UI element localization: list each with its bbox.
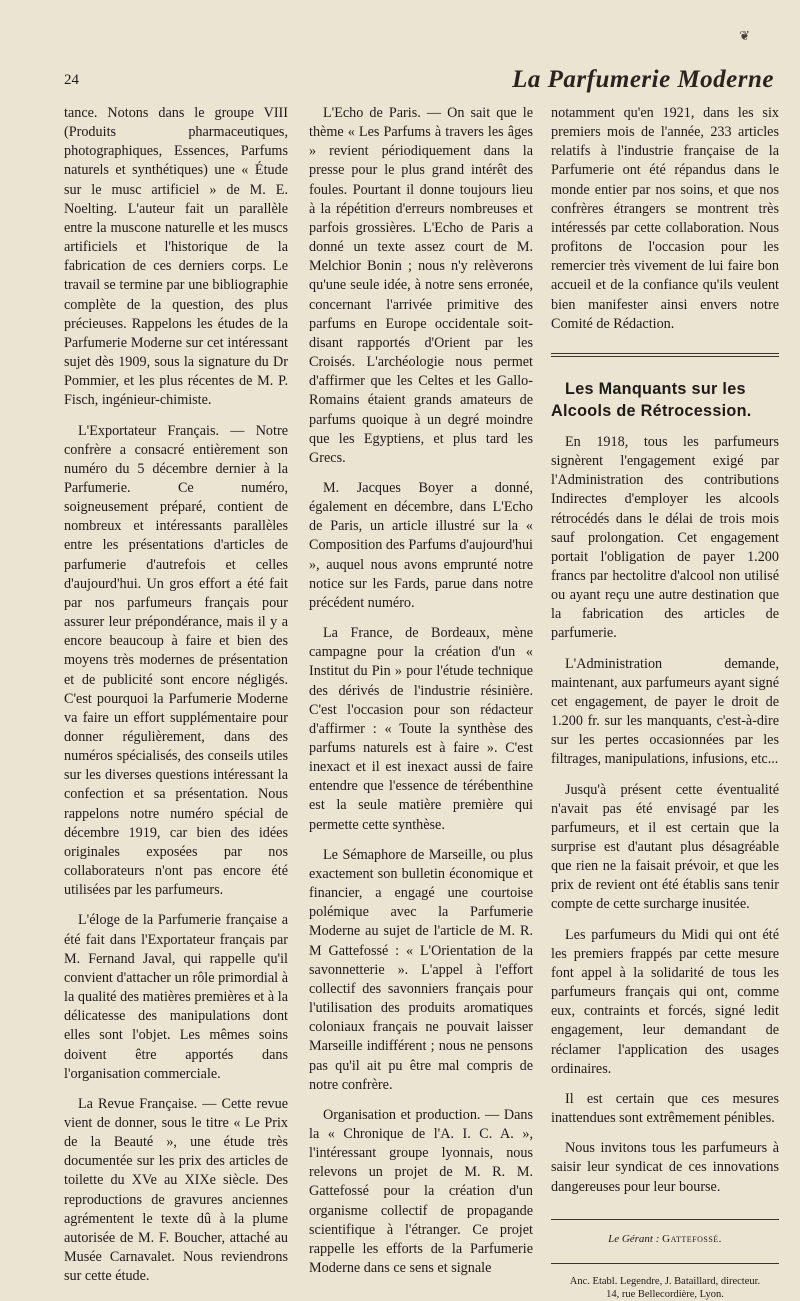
section-heading: Les Manquants sur les Alcools de Rétrocession. [551,379,752,420]
paragraph: L'éloge de la Parfumerie française a été fait dans l'Exportateur français par M. Fernand Javal, qui rappelle qu'il convient d'attacher un rôle primordial à la qualité des matières premières et à la délicatesse des manipulations dont elles sont l'objet. Les mêmes soins doivent être apportés dans l'organisation commerciale. [64,912,288,1082]
paragraph: M. Jacques Boyer a donné, également en décembre, dans L'Echo de Paris, un article illustré sur la « Composition des Parfums d'aujourd'hui », auquel nous avons emprunté notre notice sur les Fards, parue dans notre précédent numéro. [309,479,533,611]
gerant-signature [551,1219,779,1249]
printer-line: Anc. Etabl. Legendre, J. Bataillard, directeur. [569,1275,761,1287]
section-divider [551,353,779,357]
paragraph: Nous invitons tous les parfumeurs à saisir leur syndicat de ces innovations dangereuses pour leur bourse. [551,1140,779,1195]
column-3 [551,104,779,1301]
gerant-name: Gattefossé. [662,1232,722,1245]
paragraph: La France, de Bordeaux, mène campagne pour la création d'un « Institut du Pin » pour l'étude technique des dérivés de l'industrie résinière. C'est l'occasion pour son rédacteur d'affirmer : « Toute la synthèse des parfums naturels est à faire ». C'est inexact et il est inexact aussi de faire entendre que l'essence de térébenthine est la seule matière première qui permette cette synthèse. [309,625,533,833]
paragraph: L'Echo de Paris. — On sait que le thème « Les Parfums à travers les âges » revient périodiquement dans la presse pour le plus grand intérêt des foules. Pourtant il donne toujours lieu à la répétition d'erreurs nombreuses et parfois grossières. L'Echo de Paris a donné un texte assez court de M. Melchior Bonin ; nous n'y relèverons qu'une seule idée, à notre sens erronée, concernant l'arrivée primitive des parfums en Europe occidentale soit-disant rapportés d'Orient par les Croisés. L'archéologie nous permet d'affirmer que les Celtes et les Gallo-Romains étaient grands amateurs de parfums quoique à un degré moindre que les Egyptiens, et plus tard les Grecs. [309,105,533,466]
paragraph: L'Exportateur Français. — Notre confrère a consacré entièrement son numéro du 5 décembre dernier à la Parfumerie. Ce numéro, soigneusement préparé, contient de nombreux et intéressants parallèles entre les présentations d'articles de parfumerie d'autrefois et celles d'aujourd'hui. Un gros effort a été fait par nos parfumeurs français pour assurer leur prépondérance, mais il y a encore beaucoup à faire et bien des moyens très modernes de présentation et de publicité sont encore négligés. C'est pourquoi la Parfumerie Moderne va faire un effort supplémentaire pour donner régulièrement, dans des numéros spécialisés, des conseils utiles sur les diverses questions intéressant la confection et sa présentation. Nous rappelons notre numéro spécial de décembre 1919, car bien des idées originales exposées par nos collaborateurs n'ont pas encore été utilisées par les parfumeurs. [64,422,288,899]
gerant-label: Le Gérant : [608,1232,660,1245]
paragraph: La Revue Française. — Cette revue vient de donner, sous le titre « Le Prix de la Beauté », une étude très documentée sur les prix des articles de toilette du XVe au XIXe siècle. Des reproductions de gravures anciennes agrémentent le texte dû à la plume autorisée de M. F. Boucher, attaché au Musée Carnavalet. Nous reviendrons sur cette étude. [64,1095,288,1285]
page-number: 24 [64,72,79,88]
paragraph: Il est certain que ces mesures inattendues sont extrêmement pénibles. [551,1090,779,1127]
column-1 [64,104,288,1286]
paragraph: Les parfumeurs du Midi qui ont été les premiers frappés par cette mesure font appel à la solidarité de tous les parfumeurs français qui ont, comme eux, contraints et forcés, signé ledit engagement, leur demandant de réclamer l'application des usages ordinaires. [551,926,779,1077]
printer-line: 14, rue Bellecordière, Lyon. [606,1288,724,1300]
paragraph: tance. Notons dans le groupe VIII (Produits pharmaceutiques, photographiques, Essences, Parfums naturels et synthétiques) une « Étude sur le musc artificiel » de M. E. Noelting. L'auteur fait un parallèle entre la muscone naturelle et les muscs artificiels et l'historique de la fabrication de ces derniers corps. Le travail se termine par une bibliographie complète de la question, des plus précieuses. Rappelons les études de la Parfumerie Moderne sur cet intéressant sujet dès 1909, sous la signature du Dr Pommier, et les plus récentes de M. P. Fisch, ingénieur-chimiste. [64,105,288,409]
paragraph: notamment qu'en 1921, dans les six premiers mois de l'année, 233 articles relatifs à l'industrie française de la Parfumerie ont été répandus dans le monde entier par nos soins, et que nos confrères étrangers se montrent très intéressés par cette collaboration. Nous profitons de l'occasion pour les remercier très vivement de lui faire bon accueil et de la confiance qu'ils veulent bien manifester ainsi envers notre Comité de Rédaction. [551,105,779,332]
paragraph: Organisation et production. — Dans la « Chronique de l'A. I. C. A. », l'intéressant groupe lyonnais, nous relevons un projet de M. R. M. Gattefossé pour la création d'un organisme collectif de propagande scientifique à l'étranger. Ce projet rappelle les efforts de la Parfumerie Moderne dans ce sens et signale [309,1106,533,1277]
column-2 [309,104,533,1278]
paragraph: L'Administration demande, maintenant, aux parfumeurs ayant signé cet engagement, de payer le droit de 1.200 fr. sur les manquants, c'est-à-dire sur les pertes occasionnées par les filtrages, manipulations, infusions, etc... [551,655,779,768]
printer-imprint [551,1263,779,1301]
ornament-icon: ❦ [739,28,750,43]
masthead-title: La Parfumerie Moderne [512,66,774,93]
paragraph: Le Sémaphore de Marseille, ou plus exactement son bulletin économique et financier, a engagé une courtoise polémique avec la Parfumerie Moderne au sujet de l'article de M. R. M Gattefossé : « L'Orientation de la savonnetterie ». L'appel à l'effort collectif des savonniers français pour l'utilisation des produits aromatiques coloniaux français ne pouvait laisser Marseille indifférent ; nous ne pensons pas qu'il ait pu être mal compris de notre confrère. [309,846,533,1093]
paragraph: Jusqu'à présent cette éventualité n'avait pas été envisagé par les parfumeurs, et il est certain que la surprise est d'autant plus désagréable que rien ne la faisait prévoir, et que les prix de revient ont été établis sans tenir compte de cette surcharge inusitée. [551,781,779,913]
paragraph: En 1918, tous les parfumeurs signèrent l'engagement exigé par l'Administration des contributions Indirectes d'employer les alcools rétrocédés dans le délai de trois mois sauf prolongation. Cet engagement portait l'obligation de payer 1.200 francs par hectolitre d'alcool non utilisé ou ayant reçu une autre destination que la fabrication des articles de parfumerie. [551,433,779,642]
